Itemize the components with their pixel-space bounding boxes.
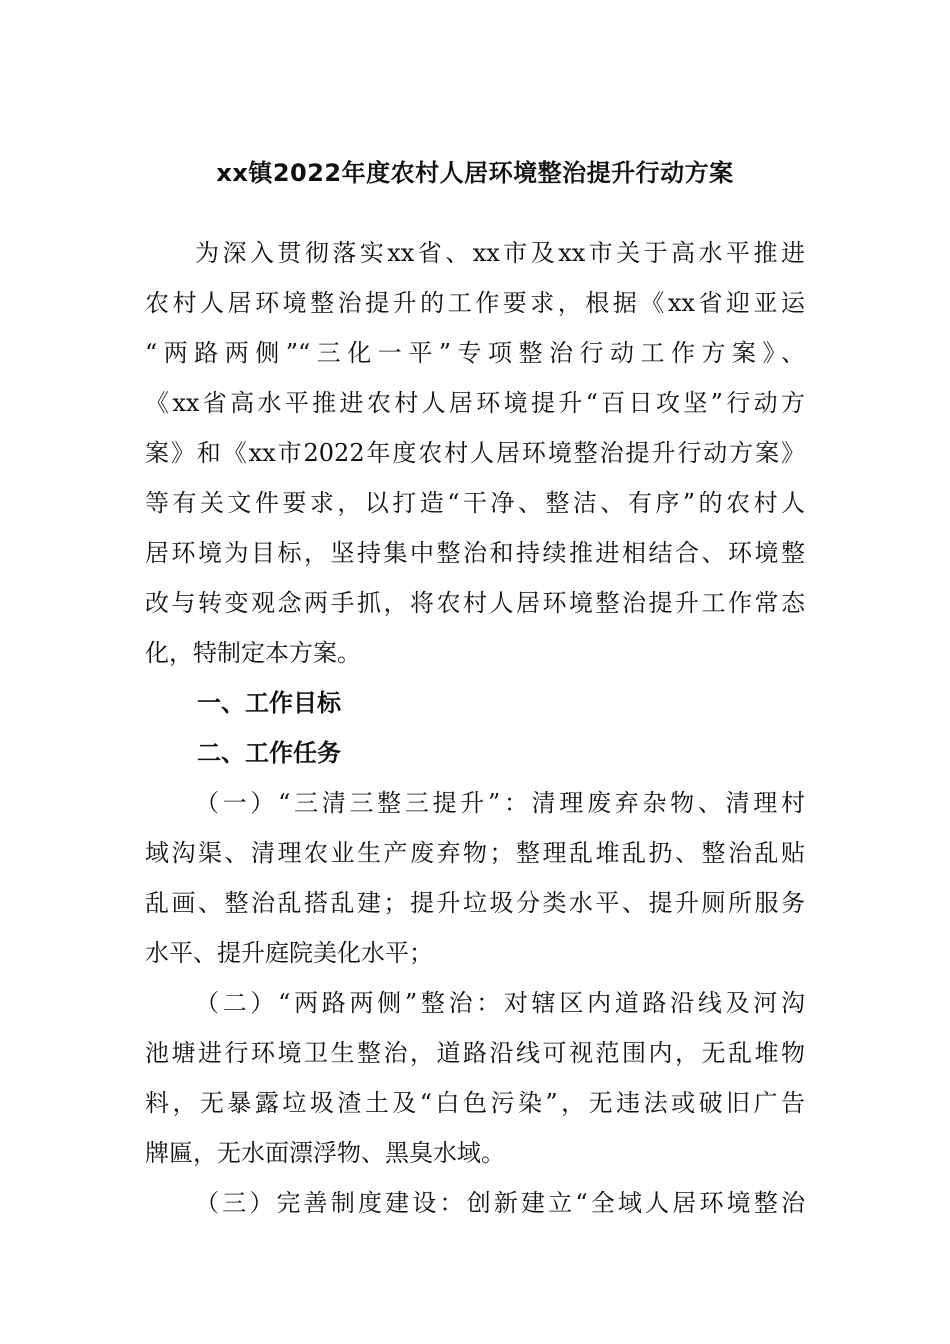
paragraph-line: 案》和《xx市2022年度农村人居环境整治提升行动方案》 xyxy=(145,439,805,467)
section-heading-tasks: 二、工作任务 xyxy=(197,739,341,767)
paragraph-line: 等有关文件要求，以打造“干净、整洁、有序”的农村人 xyxy=(145,489,805,517)
paragraph-line: 居环境为目标，坚持集中整治和持续推进相结合、环境整 xyxy=(145,539,805,567)
paragraph-line: 池塘进行环境卫生整治，道路沿线可视范围内，无乱堆物 xyxy=(145,1039,805,1067)
paragraph-line: 为深入贯彻落实xx省、xx市及xx市关于高水平推进 xyxy=(195,239,805,267)
paragraph-line: 改与转变观念两手抓，将农村人居环境整治提升工作常态 xyxy=(145,589,805,617)
paragraph-line: 域沟渠、清理农业生产废弃物；整理乱堆乱扔、整治乱贴 xyxy=(145,839,805,867)
paragraph-line: 料，无暴露垃圾渣土及“白色污染”，无违法或破旧广告 xyxy=(145,1089,805,1117)
paragraph-line: 农村人居环境整治提升的工作要求，根据《xx省迎亚运 xyxy=(145,289,805,317)
paragraph-line: 水平、提升庭院美化水平； xyxy=(145,939,433,967)
task-paragraph-2 xyxy=(145,978,805,1178)
intro-paragraph xyxy=(145,228,805,678)
document-title: xx镇2022年度农村人居环境整治提升行动方案 xyxy=(216,159,734,187)
task-paragraph-3 xyxy=(145,1178,805,1228)
paragraph-line: 化，特制定本方案。 xyxy=(145,639,361,667)
paragraph-line: （三）完善制度建设：创新建立“全域人居环境整治 xyxy=(195,1189,805,1217)
paragraph-line: 乱画、整治乱搭乱建；提升垃圾分类水平、提升厕所服务 xyxy=(145,889,805,917)
paragraph-line: 牌匾，无水面漂浮物、黑臭水域。 xyxy=(145,1139,505,1167)
paragraph-line: “两路两侧”“三化一平”专项整治行动工作方案》、 xyxy=(145,339,805,367)
task-paragraph-1 xyxy=(145,778,805,978)
paragraph-line: 《xx省高水平推进农村人居环境提升“百日攻坚”行动方 xyxy=(145,389,805,417)
paragraph-line: （二）“两路两侧”整治：对辖区内道路沿线及河沟 xyxy=(195,989,805,1017)
section-heading-goals: 一、工作目标 xyxy=(197,689,341,717)
document-body xyxy=(145,228,805,1228)
paragraph-line: （一）“三清三整三提升”：清理废弃杂物、清理村 xyxy=(195,789,805,817)
